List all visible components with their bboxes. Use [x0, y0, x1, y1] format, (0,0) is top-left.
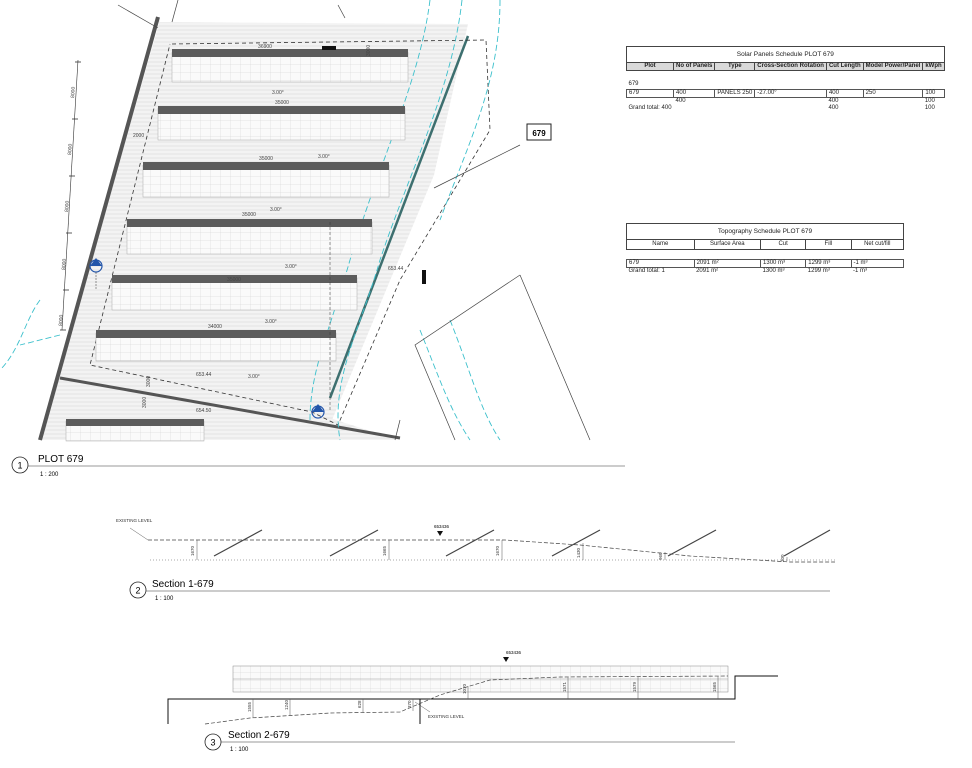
table-cell: 400	[674, 90, 715, 98]
spot-level-label: 654.50	[196, 408, 212, 414]
table-cell	[715, 105, 755, 112]
panel-row	[127, 219, 372, 254]
schedule-title: Solar Panels Schedule PLOT 679	[627, 47, 945, 63]
table-cell	[674, 105, 715, 112]
panel-posts	[150, 540, 835, 561]
view-number: 3	[210, 737, 216, 748]
existing-terrain-line	[148, 540, 835, 562]
table-cell: 1300 m³	[762, 268, 785, 274]
table-cell: -27.00°	[755, 90, 827, 98]
column-header: Surface Area	[694, 240, 760, 250]
view-title: Section 2-679	[228, 730, 290, 741]
post-height-label: 1670	[190, 545, 195, 556]
column-header: Fill	[806, 240, 851, 250]
side-dim-label: 8000	[61, 258, 68, 271]
view-scale: 1 : 200	[40, 472, 59, 478]
level-marker	[503, 650, 522, 662]
table-cell: 679	[627, 260, 695, 268]
plot-tag	[527, 124, 551, 140]
table-row	[627, 98, 945, 106]
column-header: Cut	[761, 240, 806, 250]
view-number: 2	[135, 585, 141, 596]
post-height-label: 960	[658, 552, 663, 560]
panel-row	[172, 49, 408, 82]
row-length-label: 36900	[258, 44, 272, 50]
level-tag: 653436	[434, 524, 450, 529]
table-cell: 1299 m³	[807, 268, 830, 274]
row-length-label: 35000	[242, 212, 256, 218]
solar-panels-schedule	[626, 46, 945, 112]
view-title: PLOT 679	[38, 454, 84, 465]
view-title-1	[12, 454, 625, 478]
post-height-label: 628	[357, 700, 362, 708]
view-title-2	[130, 579, 830, 602]
spacing-dim-label: 3000	[142, 396, 148, 408]
topography-schedule	[626, 223, 904, 275]
view-number: 1	[17, 460, 23, 471]
row-length-label: 34000	[208, 324, 222, 330]
level-marker	[434, 524, 450, 536]
row-length-label: 35000	[227, 277, 241, 283]
plan-view	[0, 0, 590, 441]
view-scale: 1 : 100	[155, 596, 174, 602]
existing-level-label: EXISTING LEVEL	[428, 714, 465, 719]
table-cell: PANELS 250	[715, 90, 755, 98]
table-cell: 100	[924, 98, 935, 104]
plot-tag-label: 679	[532, 129, 546, 138]
schedule-title: Topography Schedule PLOT 679	[627, 224, 904, 240]
column-header: Cut Length	[826, 63, 863, 71]
side-dim-label: 8000	[70, 86, 77, 99]
column-header: Type	[715, 63, 755, 71]
table-cell: Grand total: 1	[628, 268, 665, 274]
column-header: Cross-Section Rotation	[755, 63, 827, 71]
view-title: Section 1-679	[152, 579, 214, 590]
spacing-dim-label: 3000	[146, 375, 152, 387]
finished-grade-line	[168, 699, 420, 724]
post-height-label: 1571	[562, 681, 567, 692]
post-height-label: 300	[780, 554, 785, 562]
gap-dim-label: 2000	[133, 133, 145, 139]
table-cell: -1 m³	[851, 260, 904, 268]
panel-row	[143, 162, 389, 197]
post-height-label: 1565	[712, 681, 717, 692]
view-scale: 1 : 100	[230, 747, 249, 753]
group-header: 679	[628, 81, 639, 87]
post-height-label: 1240	[284, 699, 289, 710]
table-cell: 400	[828, 98, 839, 104]
side-dim-label: 8000	[67, 143, 74, 156]
spacing-dim-label: 3000	[366, 44, 372, 56]
table-cell: 100	[924, 105, 935, 111]
table-cell: 1300 m³	[761, 260, 806, 268]
column-header: Net cut/fill	[851, 240, 904, 250]
table-cell: 679	[627, 90, 674, 98]
section-1-drawing	[116, 518, 835, 562]
panel-row	[96, 330, 336, 361]
marker-block	[322, 46, 336, 50]
column-header: Name	[627, 240, 695, 250]
row-length-label: 35000	[275, 100, 289, 106]
level-tag: 653436	[506, 650, 522, 655]
table-cell	[863, 98, 923, 106]
column-header: No of Panels	[674, 63, 715, 71]
row-length-label: 35000	[259, 156, 273, 162]
table-cell	[863, 105, 923, 112]
existing-level-label: EXISTING LEVEL	[116, 518, 153, 523]
table-row	[627, 105, 945, 112]
table-cell	[627, 98, 674, 106]
table-cell: -1 m³	[853, 268, 867, 274]
table-cell	[715, 98, 755, 106]
table-row	[627, 90, 945, 98]
panel-row	[158, 106, 405, 140]
spot-level-label: 653.44	[388, 266, 404, 272]
column-header: Model Power/Panel	[863, 63, 923, 71]
section-2-drawing	[168, 650, 778, 724]
table-cell: 400	[828, 105, 839, 111]
panel-row	[66, 419, 204, 441]
tilt-label: 3.00°	[285, 264, 297, 270]
table-cell	[755, 105, 827, 112]
table-cell: 1299 m³	[806, 260, 851, 268]
table-cell: 400	[826, 90, 863, 98]
panel-profiles	[214, 530, 830, 556]
tilt-label: 3.00°	[265, 319, 277, 325]
post-height-label: 1579	[632, 681, 637, 692]
post-height-label: 1430	[576, 547, 581, 558]
side-dim-label: 8000	[58, 314, 65, 327]
column-header: Plot	[627, 63, 674, 71]
column-header: kWph	[923, 63, 944, 71]
side-dim-label: 8000	[64, 200, 71, 213]
table-cell: 2091 m²	[694, 260, 760, 268]
post-height-label: 1665	[382, 545, 387, 556]
table-cell: 400	[675, 98, 686, 104]
table-cell	[755, 98, 827, 106]
spot-level-label: 653.44	[196, 372, 212, 378]
table-cell: 2091 m²	[696, 268, 719, 274]
marker-block	[422, 270, 426, 284]
table-cell: Grand total: 400	[628, 105, 672, 111]
post-height-label: 370	[407, 700, 412, 708]
table-row	[627, 268, 904, 276]
post-height-label: 1555	[247, 701, 252, 712]
tilt-label: 3.00°	[318, 154, 330, 160]
tilt-label: 3.00°	[248, 374, 260, 380]
table-cell: 100	[923, 90, 944, 98]
table-row	[627, 260, 904, 268]
tilt-label: 3.00°	[272, 90, 284, 96]
post-height-label: 1670	[495, 545, 500, 556]
side-dimension-chain	[58, 60, 81, 330]
view-title-3	[205, 730, 735, 753]
post-height-label: 1070	[462, 683, 467, 694]
table-cell: 250	[863, 90, 923, 98]
tilt-label: 3.00°	[270, 207, 282, 213]
